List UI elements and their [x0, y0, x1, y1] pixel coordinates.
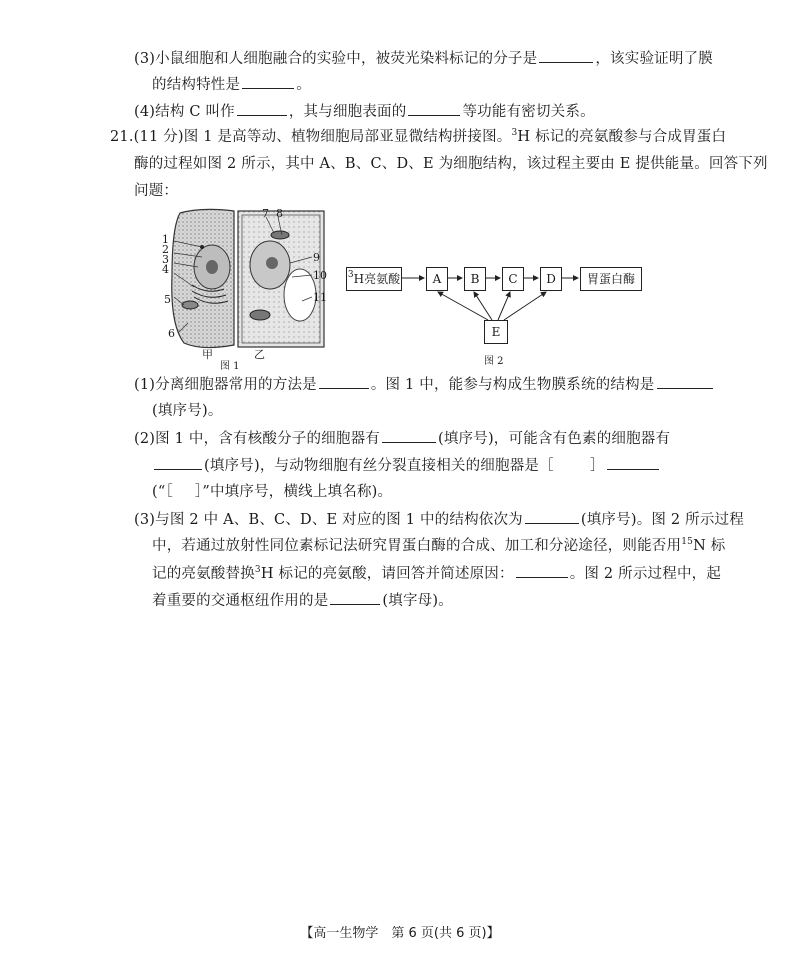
answer-blank[interactable] [382, 428, 436, 443]
answer-blank[interactable] [154, 455, 202, 470]
answer-blank[interactable] [525, 509, 579, 524]
page-footer: 【高一生物学 第 6 页(共 6 页)】 [300, 926, 500, 941]
q21-sub1-line1: (1)分离细胞器常用的方法是 。图 1 中，能参与构成生物膜系统的结构是 [134, 374, 715, 395]
label-jia: 甲 [202, 348, 213, 361]
q21-stem-line1: 21.(11 分)图 1 是高等动、植物细胞局部亚显微结构拼接图。$^3$H 标记的亮氨酸参与合成胃蛋白 [110, 128, 727, 145]
label-8: 8 [276, 207, 283, 220]
q21-sub2-line1: (2)图 1 中，含有核酸分子的细胞器有 (填序号)，可能含有色素的细胞器有 [134, 428, 670, 449]
label-yi: 乙 [254, 348, 265, 361]
q21-sub3-line3: 记的亮氨酸替换$^3$H 标记的亮氨酸，请回答并简述原因： 。图 2 所示过程中，起 [152, 565, 722, 582]
label-5: 5 [164, 293, 171, 306]
flow-box-e: E [484, 320, 508, 344]
q20-sub3-line1: (3)小鼠细胞和人细胞融合的实验中，被荧光染料标记的分子是 ，该实验证明了膜 [134, 48, 713, 69]
q21-sub3-line2: 中，若通过放射性同位素标记法研究胃蛋白酶的合成、加工和分泌途径，则能否用$^{15}$N 标 [152, 537, 726, 554]
label-7: 7 [262, 207, 269, 220]
q21-sub3-line1: (3)与图 2 中 A、B、C、D、E 对应的图 1 中的结构依次为 (填序号)。图 2 所示过程 [134, 509, 744, 530]
flow-end-box: 胃蛋白酶 [580, 267, 642, 291]
answer-blank[interactable] [607, 455, 659, 470]
q21-sub2-line2: (填序号)，与动物细胞有丝分裂直接相关的细胞器是［ ］ [152, 455, 661, 476]
q21-sub2-line3: (“［ ］”中填序号，横线上填名称)。 [152, 484, 393, 500]
flow-box-d: D [540, 267, 562, 291]
answer-blank[interactable] [242, 74, 294, 89]
flow-box-b: B [464, 267, 486, 291]
answer-blank[interactable] [319, 374, 369, 389]
cell-illustration [162, 205, 342, 370]
label-10: 10 [313, 269, 327, 282]
answer-blank[interactable] [516, 563, 568, 578]
label-9: 9 [313, 251, 320, 264]
q21-stem-line2: 酶的过程如图 2 所示，其中 A、B、C、D、E 为细胞结构，该过程主要由 E 提供能量。回答下列 [134, 156, 768, 172]
label-6: 6 [168, 327, 175, 340]
answer-blank[interactable] [237, 101, 287, 116]
figure2-caption: 图 2 [484, 356, 504, 367]
flow-box-a: A [426, 267, 448, 291]
label-11: 11 [313, 291, 327, 304]
q21-stem-line3: 问题： [134, 183, 179, 199]
figure1-cell-diagram [162, 205, 342, 370]
figure1-left-labels: 1 2 3 4 [162, 233, 169, 276]
answer-blank[interactable] [539, 48, 593, 63]
q21-sub1-line2: (填序号)。 [152, 403, 223, 419]
q21-sub3-line4: 着重要的交通枢纽作用的是 (填字母)。 [152, 590, 453, 611]
q20-sub4-line: (4)结构 C 叫作 ，其与细胞表面的 等功能有密切关系。 [134, 101, 595, 122]
answer-blank[interactable] [330, 590, 380, 605]
answer-blank[interactable] [408, 101, 460, 116]
figure2-flow-diagram [346, 262, 666, 370]
flow-box-c: C [502, 267, 524, 291]
answer-blank[interactable] [657, 374, 713, 389]
figure1-caption: 图 1 [220, 361, 240, 372]
q20-sub3-line2: 的结构特性是 。 [152, 74, 311, 95]
flow-start-box: $^3$H亮氨酸 [346, 267, 402, 291]
